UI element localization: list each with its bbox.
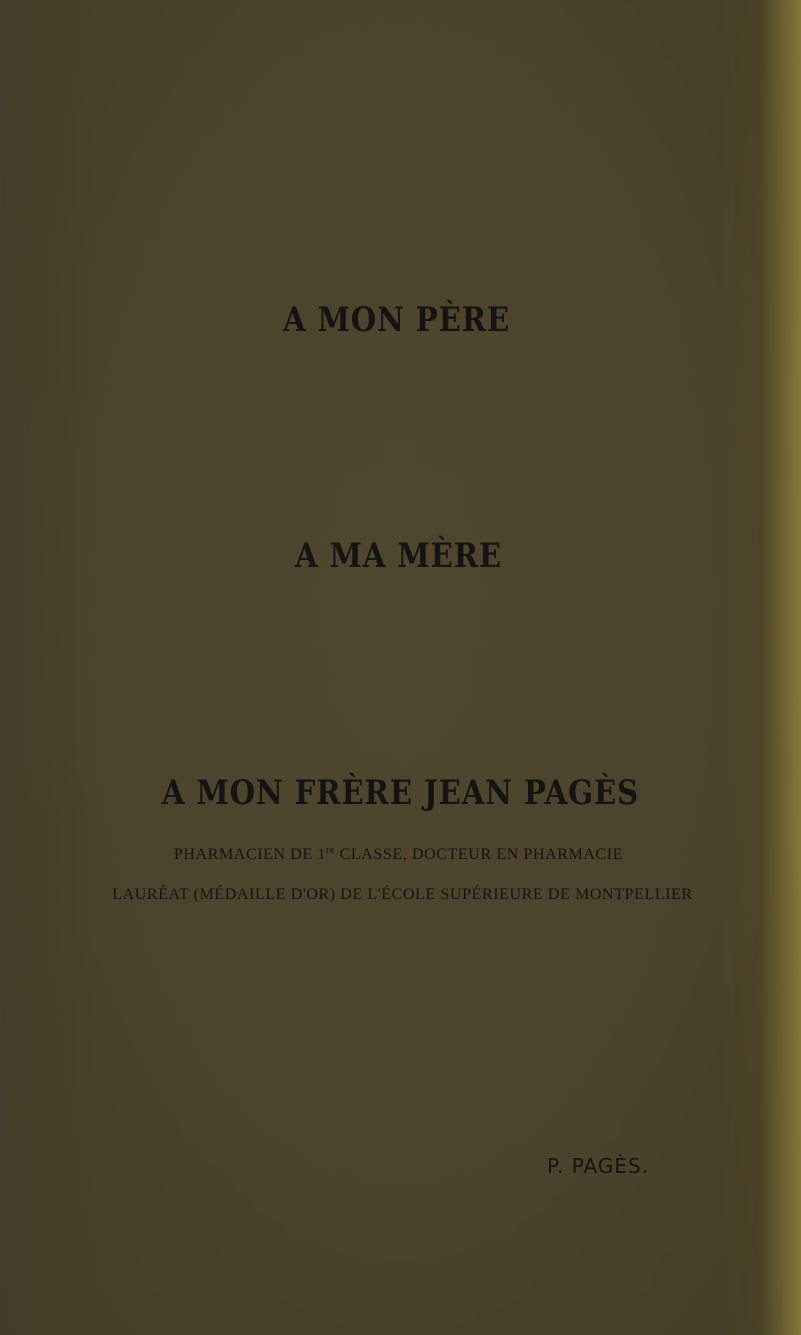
dedication-brother: A MON FRÈRE JEAN PAGÈS bbox=[161, 773, 640, 813]
brother-title-line-1 bbox=[0, 845, 799, 864]
author-signature: P. PAGÈS. bbox=[547, 1154, 649, 1178]
ordinal-superscript: re bbox=[326, 845, 335, 856]
dedication-mother: A MA MÈRE bbox=[294, 536, 503, 576]
brother-title-suffix: CLASSE, DOCTEUR EN PHARMACIE bbox=[335, 846, 624, 863]
page-gutter-shadow bbox=[0, 0, 40, 1335]
dedication-father: A MON PÈRE bbox=[282, 300, 511, 340]
brother-title-line-2: LAURÉAT (MÉDAILLE D'OR) DE L'ÉCOLE SUPÉRIEURE DE MONTPELLIER bbox=[112, 886, 693, 903]
brother-title-prefix: PHARMACIEN DE 1 bbox=[173, 846, 327, 863]
page-edge-discoloration bbox=[761, 0, 801, 1335]
